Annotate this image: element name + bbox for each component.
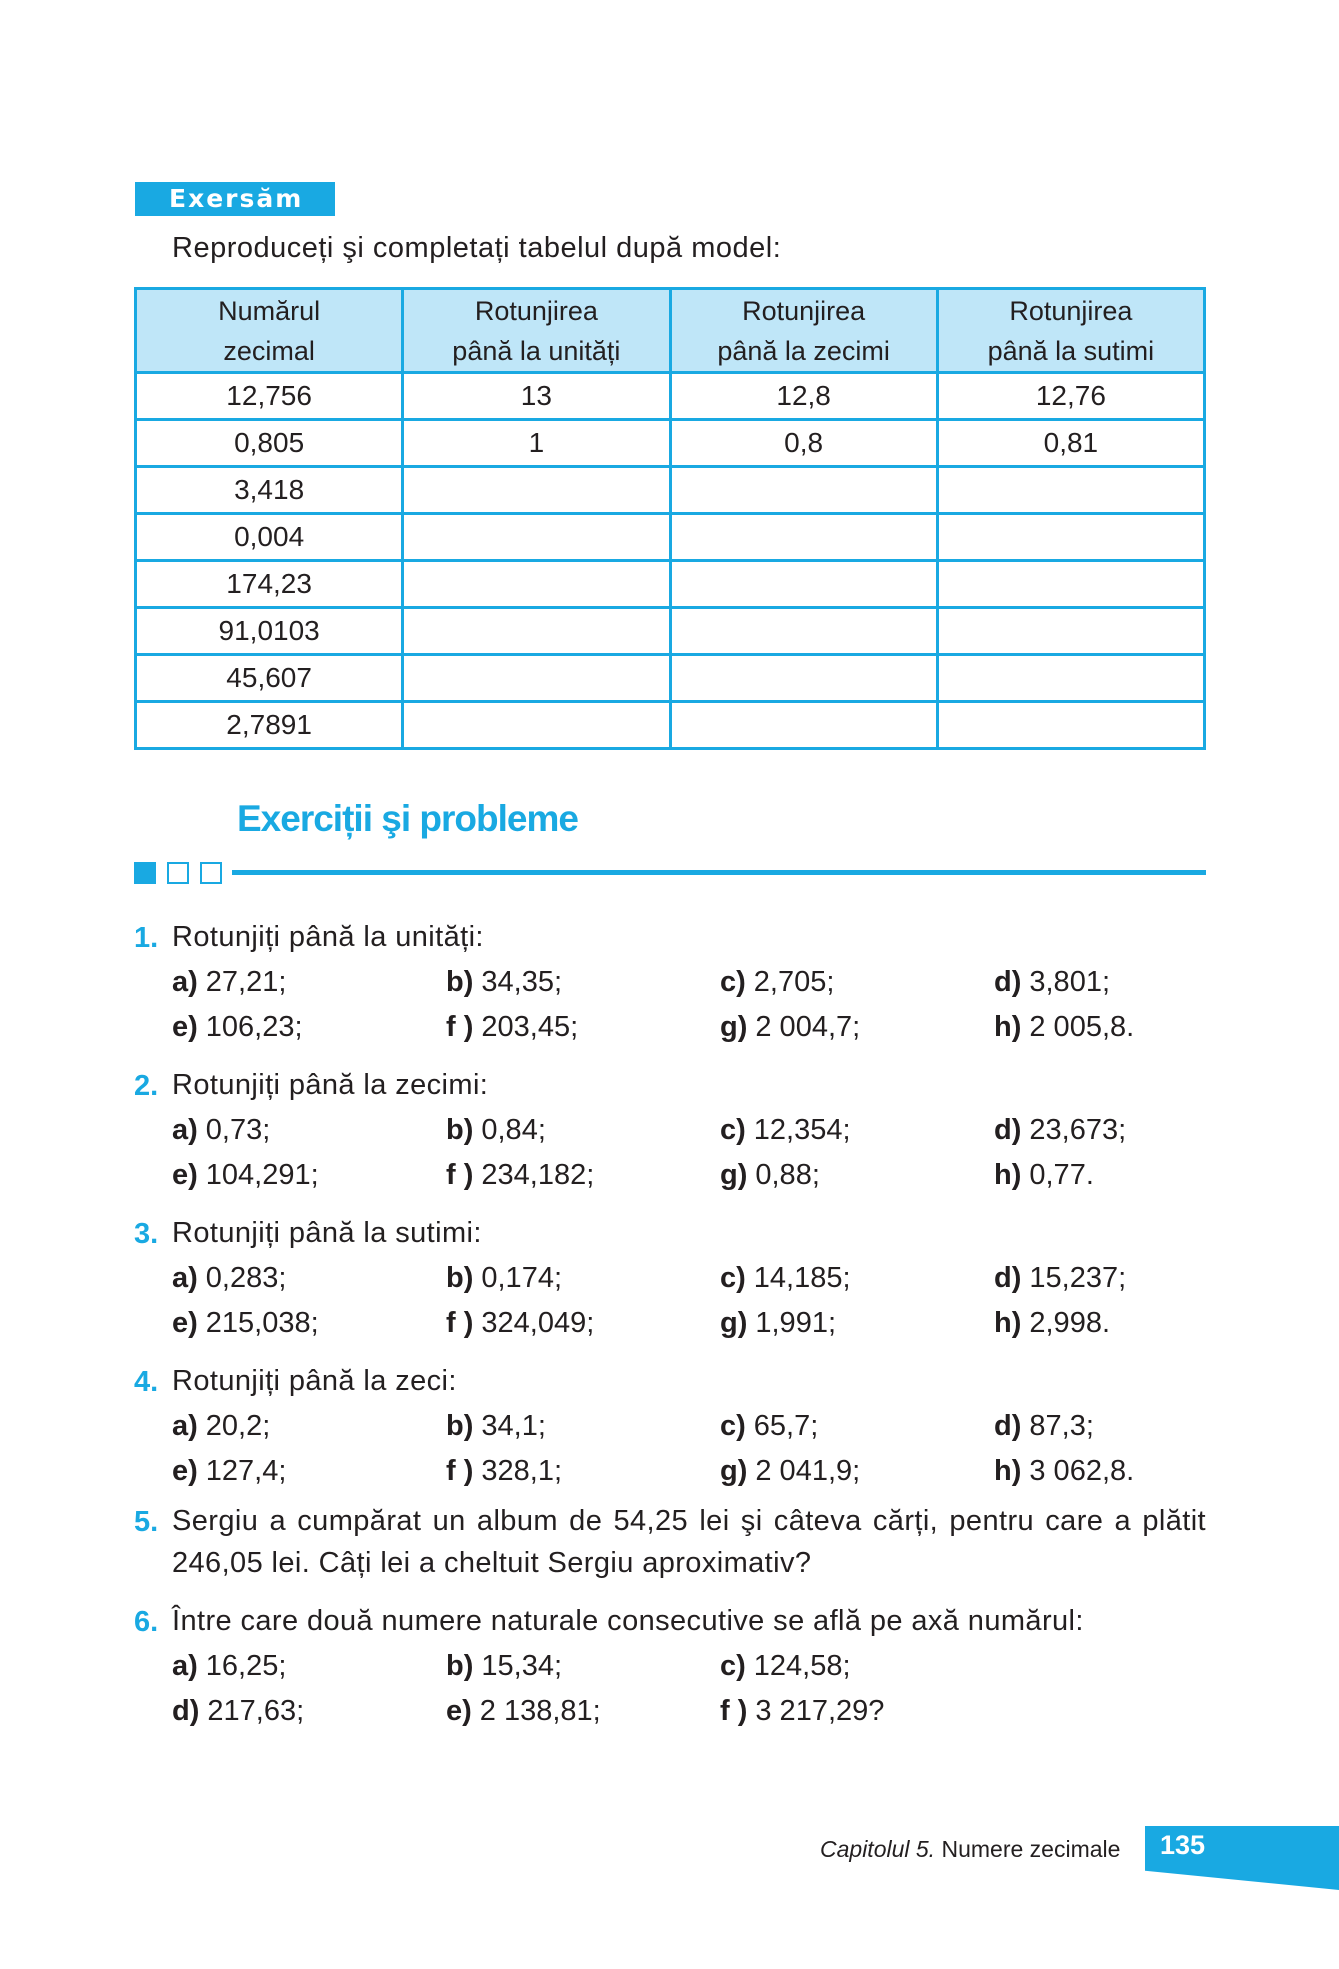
exercise-number: 6. bbox=[134, 1606, 159, 1638]
square-empty-icon bbox=[200, 862, 222, 884]
table-cell: 0,8 bbox=[670, 420, 937, 467]
header-cell: Rotunjirea până la sutimi bbox=[937, 289, 1204, 373]
table-cell bbox=[670, 561, 937, 608]
table-row bbox=[136, 467, 1205, 514]
item-value: 0,174; bbox=[481, 1262, 563, 1294]
rounding-table bbox=[134, 287, 1206, 750]
table-cell: 91,0103 bbox=[136, 608, 403, 655]
exercise-item bbox=[720, 1650, 851, 1683]
square-empty-icon bbox=[167, 862, 189, 884]
header-cell: Numărul zecimal bbox=[136, 289, 403, 373]
exercise-number: 3. bbox=[134, 1218, 159, 1250]
table-cell: 13 bbox=[403, 373, 670, 420]
table-cell bbox=[670, 655, 937, 702]
item-value: 324,049; bbox=[481, 1307, 595, 1339]
item-letter: c) bbox=[720, 966, 746, 998]
item-letter: d) bbox=[994, 1114, 1022, 1146]
exercise-number: 1. bbox=[134, 922, 159, 954]
item-letter: g) bbox=[720, 1011, 748, 1043]
item-letter: e) bbox=[172, 1159, 198, 1191]
table-cell: 0,004 bbox=[136, 514, 403, 561]
table-cell: 45,607 bbox=[136, 655, 403, 702]
exercise-number: 4. bbox=[134, 1366, 159, 1398]
exercise-item bbox=[994, 1262, 1126, 1295]
exercise-item bbox=[172, 1262, 286, 1295]
item-letter: b) bbox=[446, 966, 474, 998]
item-letter: f ) bbox=[720, 1695, 748, 1727]
table-cell bbox=[403, 561, 670, 608]
item-value: 234,182; bbox=[481, 1159, 595, 1191]
exercise-text: Rotunjiți până la zeci: bbox=[172, 1365, 457, 1397]
table-row bbox=[136, 655, 1205, 702]
footer-chapter: Capitolul 5. Numere zecimale bbox=[820, 1836, 1121, 1862]
table-cell bbox=[670, 702, 937, 749]
exercise-item bbox=[172, 1410, 270, 1443]
exercise-item bbox=[720, 1011, 860, 1044]
exercise-item bbox=[446, 1650, 562, 1683]
item-letter: c) bbox=[720, 1114, 746, 1146]
table-cell bbox=[670, 467, 937, 514]
table-cell bbox=[403, 655, 670, 702]
item-letter: d) bbox=[994, 1410, 1022, 1442]
item-value: 15,34; bbox=[481, 1650, 563, 1682]
item-letter: e) bbox=[172, 1455, 198, 1487]
table-header-row bbox=[136, 289, 1205, 373]
table-cell: 174,23 bbox=[136, 561, 403, 608]
item-letter: c) bbox=[720, 1410, 746, 1442]
table-cell: 12,8 bbox=[670, 373, 937, 420]
item-value: 87,3; bbox=[1029, 1410, 1094, 1442]
table-cell bbox=[937, 702, 1204, 749]
item-value: 14,185; bbox=[753, 1262, 851, 1294]
exercise-item bbox=[994, 1410, 1094, 1443]
exercise-text: Rotunjiți până la sutimi: bbox=[172, 1217, 482, 1249]
exercise-text: Rotunjiți până la unități: bbox=[172, 921, 484, 953]
exercise-item bbox=[446, 1114, 546, 1147]
table-cell bbox=[670, 514, 937, 561]
exercise-number: 5. bbox=[134, 1506, 159, 1538]
table-row bbox=[136, 514, 1205, 561]
item-letter: a) bbox=[172, 1114, 198, 1146]
item-value: 15,237; bbox=[1029, 1262, 1127, 1294]
item-letter: e) bbox=[172, 1307, 198, 1339]
item-value: 203,45; bbox=[481, 1011, 579, 1043]
item-value: 127,4; bbox=[205, 1455, 287, 1487]
item-letter: f ) bbox=[446, 1011, 474, 1043]
table-cell bbox=[937, 655, 1204, 702]
table-cell bbox=[403, 702, 670, 749]
exercise-item bbox=[172, 1307, 319, 1340]
item-value: 106,23; bbox=[205, 1011, 303, 1043]
table-row bbox=[136, 561, 1205, 608]
exercise-item bbox=[446, 1159, 594, 1192]
page-number: 135 bbox=[1160, 1830, 1206, 1860]
table-cell: 1 bbox=[403, 420, 670, 467]
item-value: 217,63; bbox=[207, 1695, 305, 1727]
item-value: 12,354; bbox=[753, 1114, 851, 1146]
exercise-item bbox=[172, 1114, 270, 1147]
exercise-text: Între care două numere naturale consecutive se află pe axă numărul: bbox=[172, 1605, 1084, 1637]
exercise-item bbox=[994, 1307, 1110, 1340]
exercise-item bbox=[720, 1159, 820, 1192]
item-letter: b) bbox=[446, 1114, 474, 1146]
item-value: 2,705; bbox=[753, 966, 835, 998]
item-letter: g) bbox=[720, 1307, 748, 1339]
item-letter: c) bbox=[720, 1650, 746, 1682]
exercise-item bbox=[446, 1011, 578, 1044]
exercise-item bbox=[994, 966, 1110, 999]
exercise-item bbox=[446, 1695, 601, 1728]
item-letter: b) bbox=[446, 1410, 474, 1442]
exercise-item bbox=[994, 1114, 1126, 1147]
item-letter: d) bbox=[994, 1262, 1022, 1294]
header-cell: Rotunjirea până la zecimi bbox=[670, 289, 937, 373]
item-value: 215,038; bbox=[205, 1307, 319, 1339]
exercise-item bbox=[172, 1650, 286, 1683]
exercise-item bbox=[720, 1455, 860, 1488]
exercise-text: Sergiu a cumpărat un album de 54,25 lei şi câteva cărți, pentru care a plătit 246,05 lei. Câți lei a cheltuit Sergiu aproximativ? bbox=[172, 1505, 1206, 1579]
exercise-item bbox=[172, 1159, 319, 1192]
item-value: 0,283; bbox=[205, 1262, 287, 1294]
table-cell: 3,418 bbox=[136, 467, 403, 514]
table-cell bbox=[937, 608, 1204, 655]
item-value: 2,998. bbox=[1029, 1307, 1111, 1339]
item-letter: g) bbox=[720, 1159, 748, 1191]
exercise-text: Rotunjiți până la zecimi: bbox=[172, 1069, 489, 1101]
exercise-item bbox=[446, 966, 562, 999]
item-value: 2 041,9; bbox=[755, 1455, 861, 1487]
item-value: 23,673; bbox=[1029, 1114, 1127, 1146]
item-value: 34,1; bbox=[481, 1410, 546, 1442]
item-value: 2 138,81; bbox=[479, 1695, 601, 1727]
item-value: 20,2; bbox=[205, 1410, 271, 1442]
item-value: 27,21; bbox=[205, 966, 287, 998]
item-value: 3 217,29? bbox=[755, 1695, 885, 1727]
item-value: 104,291; bbox=[205, 1159, 319, 1191]
table-cell: 2,7891 bbox=[136, 702, 403, 749]
table-cell: 12,76 bbox=[937, 373, 1204, 420]
item-value: 0,84; bbox=[481, 1114, 546, 1146]
table-row bbox=[136, 702, 1205, 749]
item-value: 1,991; bbox=[755, 1307, 837, 1339]
item-value: 2 005,8. bbox=[1029, 1011, 1135, 1043]
item-value: 124,58; bbox=[753, 1650, 851, 1682]
table-cell bbox=[403, 514, 670, 561]
item-value: 0,88; bbox=[755, 1159, 820, 1191]
table-row bbox=[136, 373, 1205, 420]
item-letter: b) bbox=[446, 1262, 474, 1294]
exercise-item bbox=[446, 1307, 594, 1340]
exercise-number: 2. bbox=[134, 1070, 159, 1102]
item-letter: b) bbox=[446, 1650, 474, 1682]
table-instruction: Reproduceți şi completați tabelul după model: bbox=[172, 232, 782, 264]
exercise-item bbox=[720, 1410, 818, 1443]
item-letter: c) bbox=[720, 1262, 746, 1294]
item-letter: a) bbox=[172, 1410, 198, 1442]
square-filled-icon bbox=[134, 862, 156, 884]
item-letter: d) bbox=[994, 966, 1022, 998]
item-value: 34,35; bbox=[481, 966, 563, 998]
item-letter: d) bbox=[172, 1695, 200, 1727]
exercise-item bbox=[172, 1011, 303, 1044]
item-letter: e) bbox=[446, 1695, 472, 1727]
table-cell bbox=[403, 608, 670, 655]
exercise-item bbox=[446, 1455, 562, 1488]
exercise-item bbox=[994, 1159, 1094, 1192]
table-row bbox=[136, 608, 1205, 655]
item-letter: a) bbox=[172, 1262, 198, 1294]
table-cell bbox=[670, 608, 937, 655]
exercise-item bbox=[720, 1262, 851, 1295]
item-value: 0,77. bbox=[1029, 1159, 1094, 1191]
table-cell: 0,81 bbox=[937, 420, 1204, 467]
header-cell: Rotunjirea până la unități bbox=[403, 289, 670, 373]
item-letter: e) bbox=[172, 1011, 198, 1043]
item-letter: h) bbox=[994, 1455, 1022, 1487]
item-letter: h) bbox=[994, 1011, 1022, 1043]
item-value: 2 004,7; bbox=[755, 1011, 861, 1043]
item-letter: f ) bbox=[446, 1307, 474, 1339]
table-cell bbox=[937, 561, 1204, 608]
item-value: 65,7; bbox=[753, 1410, 819, 1442]
item-letter: g) bbox=[720, 1455, 748, 1487]
exercise-item bbox=[994, 1011, 1134, 1044]
exercise-item bbox=[994, 1455, 1134, 1488]
exercise-item bbox=[720, 966, 834, 999]
exercise-item bbox=[172, 1695, 304, 1728]
exercise-item bbox=[172, 1455, 286, 1488]
item-value: 16,25; bbox=[205, 1650, 287, 1682]
exercise-item bbox=[172, 966, 286, 999]
exercise-item bbox=[720, 1695, 884, 1728]
table-cell bbox=[937, 467, 1204, 514]
item-letter: h) bbox=[994, 1159, 1022, 1191]
item-letter: f ) bbox=[446, 1159, 474, 1191]
section-title: Exerciții şi probleme bbox=[237, 798, 578, 839]
item-letter: f ) bbox=[446, 1455, 474, 1487]
item-value: 3,801; bbox=[1029, 966, 1111, 998]
item-value: 328,1; bbox=[481, 1455, 563, 1487]
item-letter: a) bbox=[172, 1650, 198, 1682]
section-divider bbox=[232, 870, 1206, 875]
table-cell bbox=[937, 514, 1204, 561]
exercise-item bbox=[446, 1410, 546, 1443]
exercise-item bbox=[720, 1114, 851, 1147]
table-row bbox=[136, 420, 1205, 467]
exercise-item bbox=[720, 1307, 836, 1340]
item-value: 3 062,8. bbox=[1029, 1455, 1135, 1487]
item-value: 0,73; bbox=[205, 1114, 271, 1146]
item-letter: h) bbox=[994, 1307, 1022, 1339]
table-cell bbox=[403, 467, 670, 514]
table-cell: 0,805 bbox=[136, 420, 403, 467]
exercise-item bbox=[446, 1262, 562, 1295]
exersam-badge: Exersăm bbox=[135, 182, 335, 216]
table-cell: 12,756 bbox=[136, 373, 403, 420]
item-letter: a) bbox=[172, 966, 198, 998]
